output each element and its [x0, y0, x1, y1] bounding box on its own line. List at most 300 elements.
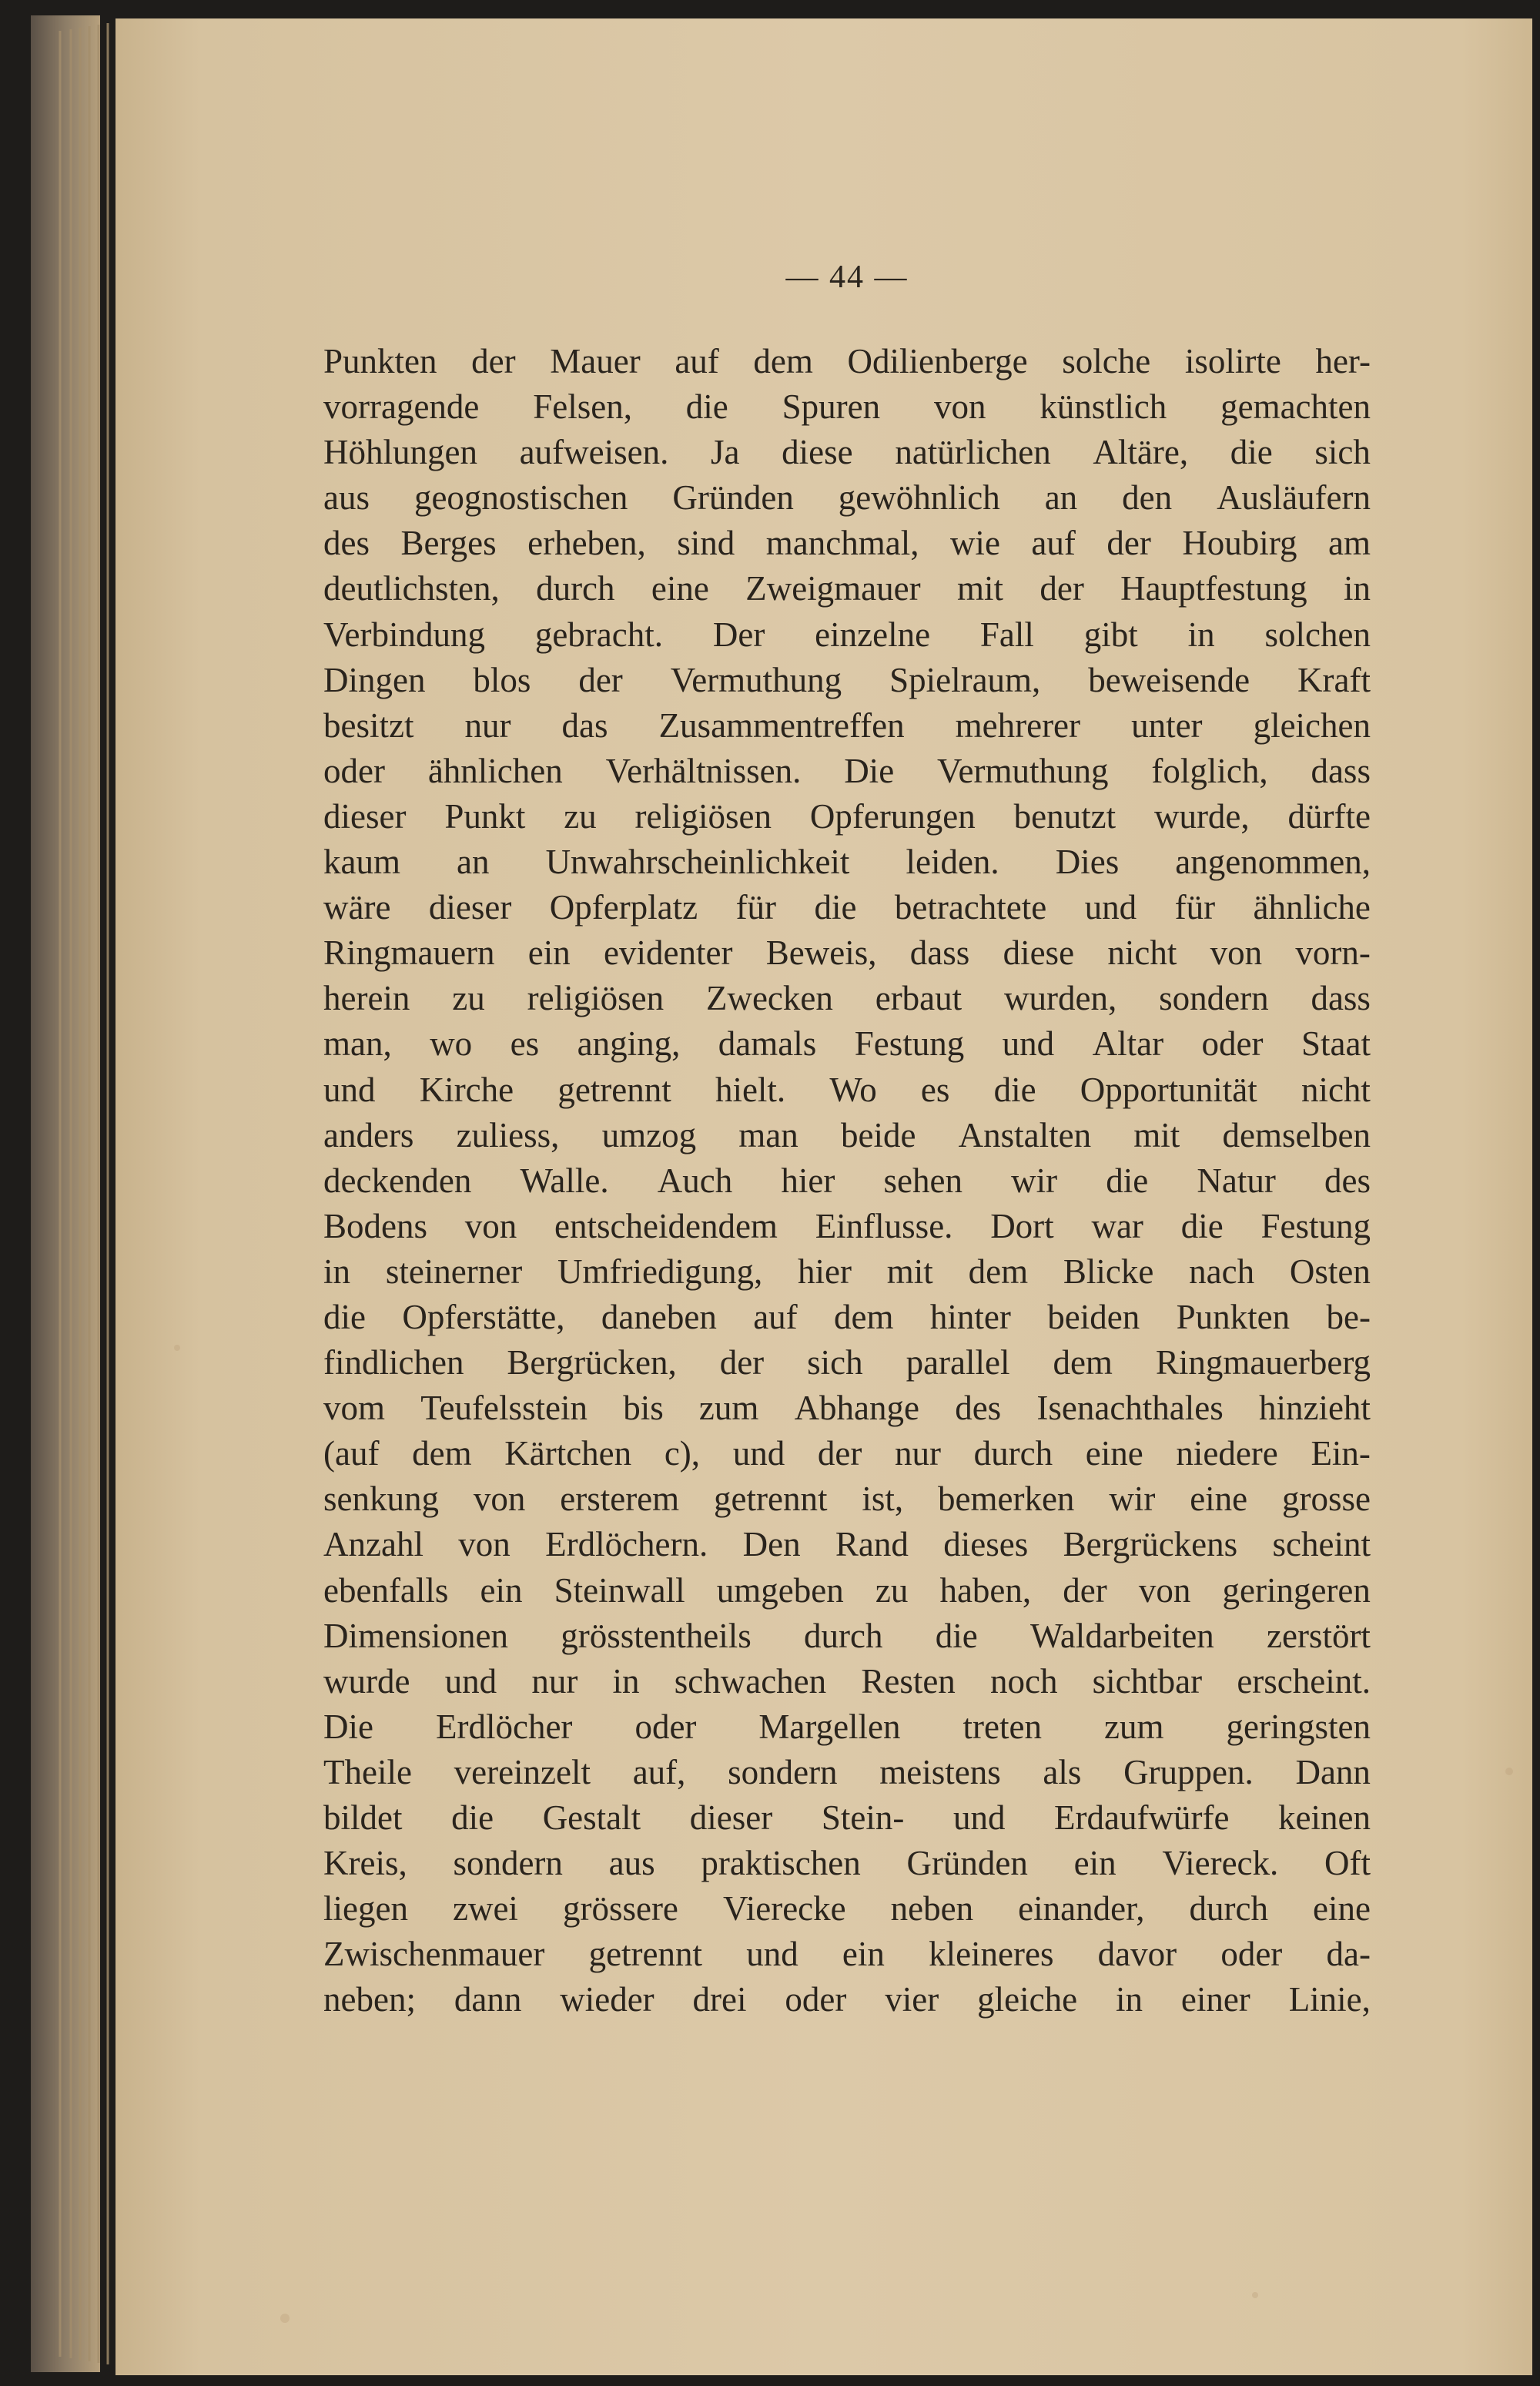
word: durch — [536, 569, 615, 608]
word: einer — [1180, 1980, 1250, 2019]
word: noch — [990, 1661, 1058, 1701]
word: auf — [753, 1297, 798, 1336]
word: oder — [323, 751, 385, 790]
word: diese — [782, 433, 853, 472]
word: Linie, — [1288, 1980, 1371, 2019]
word: oder — [1220, 1935, 1283, 1974]
word: getrennt — [557, 1070, 671, 1109]
word: der — [719, 1343, 765, 1382]
word: durch — [973, 1434, 1053, 1473]
word: zerstört — [1267, 1616, 1371, 1655]
word: für — [1174, 888, 1216, 927]
word: der — [1063, 1570, 1107, 1610]
word: evidenter — [604, 933, 733, 973]
word: steinerner — [385, 1252, 523, 1291]
word: wurden, — [1004, 979, 1117, 1018]
word: Wo — [829, 1070, 877, 1109]
word: von — [458, 1525, 511, 1564]
word: die — [1180, 1206, 1224, 1245]
word: Fall — [979, 615, 1034, 654]
word: Spielraum, — [889, 660, 1041, 699]
word: Rand — [835, 1525, 909, 1564]
word: es — [920, 1070, 950, 1109]
word: Kreis, — [323, 1844, 407, 1883]
text-line — [323, 1021, 1371, 1067]
word: hielt. — [715, 1070, 786, 1109]
word: erheben, — [527, 524, 646, 563]
word: war — [1091, 1206, 1143, 1245]
word: religiösen — [527, 979, 665, 1018]
word: entscheidendem — [554, 1206, 778, 1245]
text-line — [323, 1614, 1371, 1659]
word: Oft — [1324, 1844, 1371, 1883]
word: Natur — [1197, 1161, 1276, 1200]
word: ein — [842, 1935, 885, 1974]
word: zu — [875, 1570, 909, 1610]
word: Bergrücken, — [507, 1343, 677, 1382]
word: der — [1106, 524, 1151, 563]
word: religiösen — [634, 796, 772, 836]
word: sich — [807, 1343, 863, 1382]
word: Punkt — [444, 796, 526, 836]
word: nur — [894, 1434, 941, 1473]
word: am — [1327, 524, 1371, 563]
word: die — [993, 1070, 1036, 1109]
text-line — [323, 384, 1371, 430]
word: oder — [634, 1707, 697, 1746]
word: vom — [323, 1389, 386, 1428]
word: solchen — [1264, 615, 1371, 654]
word: oder — [1201, 1024, 1264, 1064]
word: manchmal, — [765, 524, 919, 563]
word: Umfriedigung, — [557, 1252, 763, 1291]
word: gleichen — [1253, 705, 1371, 745]
text-line — [323, 658, 1371, 703]
word: da- — [1326, 1935, 1371, 1974]
word: Opferplatz — [549, 888, 698, 927]
word: be- — [1326, 1297, 1371, 1336]
word: eine — [1313, 1889, 1371, 1929]
word: man, — [323, 1024, 392, 1064]
text-line — [323, 1476, 1371, 1522]
word: aufweisen. — [519, 433, 669, 472]
word: und — [732, 1434, 785, 1473]
word: c), — [664, 1434, 701, 1473]
word: findlichen — [323, 1343, 464, 1382]
word: kleineres — [929, 1935, 1054, 1974]
word: an — [457, 843, 490, 882]
word: keinen — [1278, 1798, 1371, 1837]
word: Festung — [1260, 1206, 1371, 1245]
word: Kirche — [419, 1070, 514, 1109]
word: der — [578, 660, 623, 699]
word: Auch — [657, 1161, 733, 1200]
word: ein — [527, 933, 571, 973]
word: Ringmauern — [323, 933, 495, 973]
word: Einflusse. — [815, 1206, 953, 1245]
word: von — [464, 1206, 517, 1245]
word: die — [1230, 433, 1273, 472]
word: Gründen — [672, 478, 794, 518]
word: Zwecken — [705, 979, 833, 1018]
word: leiden. — [906, 843, 999, 882]
word: sich — [1314, 433, 1371, 472]
word: ähnliche — [1253, 888, 1371, 927]
text-line — [323, 612, 1371, 658]
word: Ringmauerberg — [1155, 1343, 1371, 1382]
word: die — [1106, 1161, 1149, 1200]
word: kaum — [323, 843, 400, 882]
word: eine — [1085, 1434, 1143, 1473]
word: Punkten — [323, 342, 437, 380]
word: dem — [1053, 1343, 1113, 1382]
word: Die — [323, 1707, 373, 1746]
word: senkung — [323, 1480, 439, 1519]
word: her- — [1315, 342, 1371, 380]
word: Blicke — [1063, 1252, 1154, 1291]
word: Spuren — [782, 387, 881, 427]
word: bildet — [323, 1798, 403, 1837]
word: betrachtete — [894, 888, 1047, 927]
word: Gründen — [906, 1844, 1028, 1883]
word: in — [612, 1661, 640, 1701]
word: isolirte — [1184, 342, 1281, 380]
word: zum — [698, 1389, 759, 1428]
word: wie — [949, 524, 1000, 563]
word: Erdaufwürfe — [1054, 1798, 1230, 1837]
word: und — [1002, 1024, 1055, 1064]
word: haben, — [939, 1570, 1032, 1610]
word: als — [1043, 1752, 1082, 1791]
word: vereinzelt — [454, 1752, 591, 1791]
text-line — [323, 566, 1371, 612]
word: der — [817, 1434, 862, 1473]
word: dürfte — [1287, 796, 1371, 836]
word: mehrerer — [955, 705, 1081, 745]
word: dem — [968, 1252, 1029, 1291]
word: natürlichen — [895, 433, 1051, 472]
text-line — [323, 1204, 1371, 1249]
word: gebracht. — [534, 615, 663, 654]
word: herein — [323, 979, 410, 1018]
page-number: — 44 — — [785, 260, 909, 295]
word: Festung — [854, 1024, 965, 1064]
word: mit — [1133, 1115, 1180, 1154]
word: des — [1324, 1161, 1371, 1200]
word: dieser — [428, 888, 512, 927]
word: erscheint. — [1237, 1661, 1371, 1701]
word: in — [323, 1252, 351, 1291]
word: Ausläufern — [1217, 478, 1371, 518]
word: Kraft — [1297, 660, 1371, 699]
word: Teufelsstein — [420, 1389, 588, 1428]
word: grosse — [1282, 1480, 1371, 1519]
word: Den — [742, 1525, 801, 1564]
word: demselben — [1222, 1115, 1371, 1154]
word: Dimensionen — [323, 1616, 508, 1655]
word: und — [1084, 888, 1137, 927]
text-line — [323, 1067, 1371, 1113]
word: Erdlöcher — [436, 1707, 573, 1746]
word: hinter — [929, 1297, 1011, 1336]
word: Der — [712, 615, 765, 654]
word: des — [323, 524, 370, 563]
text-line — [323, 1340, 1371, 1386]
word: für — [735, 888, 777, 927]
body-text — [323, 339, 1371, 2022]
text-line — [323, 1568, 1371, 1614]
word: von — [473, 1480, 526, 1519]
word: wurde — [323, 1661, 410, 1701]
word: hier — [781, 1161, 835, 1200]
word: in — [1343, 569, 1371, 608]
word: deutlichsten, — [323, 569, 500, 608]
word: Unwahrscheinlichkeit — [545, 843, 850, 882]
word: solche — [1062, 342, 1151, 380]
word: Dies — [1055, 843, 1120, 882]
word: Ja — [711, 433, 740, 472]
word: Beweis, — [765, 933, 877, 973]
word: Verbindung — [323, 615, 485, 654]
text-line — [323, 339, 1371, 384]
word: Kärtchen — [504, 1434, 632, 1473]
word: Berges — [400, 524, 497, 563]
word: nicht — [1107, 933, 1177, 973]
word: gleiche — [977, 1980, 1078, 2019]
word: wurde, — [1153, 796, 1250, 836]
word: dieser — [323, 796, 407, 836]
text-line — [323, 1295, 1371, 1340]
word: gibt — [1083, 615, 1138, 654]
word: der — [471, 342, 516, 380]
word: und — [746, 1935, 798, 1974]
word: von — [1210, 933, 1263, 973]
word: des — [955, 1389, 1002, 1428]
word: ein — [480, 1570, 523, 1610]
word: Resten — [861, 1661, 956, 1701]
text-line — [323, 1249, 1371, 1295]
word: Opportunität — [1080, 1070, 1257, 1109]
word: liegen — [323, 1889, 408, 1929]
word: Verhältnissen. — [605, 751, 802, 790]
word: anging, — [577, 1024, 681, 1064]
word: eine — [651, 569, 709, 608]
word: getrennt — [714, 1480, 828, 1519]
word: Opferstätte, — [402, 1297, 565, 1336]
word: die — [935, 1616, 978, 1655]
word: Dingen — [323, 660, 426, 699]
word: einzelne — [815, 615, 931, 654]
word: sondern — [728, 1752, 838, 1791]
word: geringeren — [1222, 1570, 1371, 1610]
word: treten — [962, 1707, 1042, 1746]
word: meistens — [879, 1752, 1001, 1791]
word: Vermuthung — [670, 660, 842, 699]
text-line — [323, 1977, 1371, 2022]
word: in — [1187, 615, 1215, 654]
word: schwachen — [674, 1661, 827, 1701]
word: Dann — [1295, 1752, 1371, 1791]
word: nur — [464, 705, 511, 745]
text-line — [323, 1886, 1371, 1932]
text-line — [323, 703, 1371, 749]
word: Osten — [1289, 1252, 1371, 1291]
word: Die — [844, 751, 895, 790]
word: zwei — [452, 1889, 518, 1929]
word: dass — [1311, 979, 1371, 1018]
word: wo — [430, 1024, 473, 1064]
text-line — [323, 1841, 1371, 1886]
text-line — [323, 1750, 1371, 1795]
word: das — [561, 705, 608, 745]
word: dieses — [943, 1525, 1029, 1564]
word: dem — [412, 1434, 472, 1473]
word: Margellen — [758, 1707, 901, 1746]
word: neben; — [323, 1980, 416, 2019]
word: gewöhnlich — [838, 478, 1000, 518]
word: man — [738, 1115, 798, 1154]
word: besitzt — [323, 705, 414, 745]
word: wir — [1109, 1480, 1156, 1519]
word: und — [323, 1070, 376, 1109]
word: folglich, — [1151, 751, 1268, 790]
word: benutzt — [1013, 796, 1116, 836]
word: durch — [1189, 1889, 1269, 1929]
word: Stein- — [821, 1798, 905, 1837]
word: der — [1040, 569, 1084, 608]
word: von — [1138, 1570, 1191, 1610]
word: vorn- — [1295, 933, 1371, 973]
word: hier — [798, 1252, 852, 1291]
word: Mauer — [550, 342, 641, 380]
word: Hauptfestung — [1120, 569, 1307, 608]
word: Vierecke — [722, 1889, 846, 1929]
word: Höhlungen — [323, 433, 477, 472]
word: Steinwall — [554, 1570, 685, 1610]
word: gemachten — [1220, 387, 1371, 427]
text-line — [323, 839, 1371, 885]
word: oder — [785, 1980, 847, 2019]
word: nach — [1189, 1252, 1255, 1291]
word: zu — [452, 979, 485, 1018]
word: die — [685, 387, 728, 427]
word: aus — [323, 478, 370, 518]
word: sondern — [453, 1844, 563, 1883]
word: deckenden — [323, 1161, 472, 1200]
word: durch — [803, 1616, 883, 1655]
word: umgeben — [716, 1570, 844, 1610]
word: Punkten — [1176, 1297, 1291, 1336]
word: die — [323, 1297, 366, 1336]
word: Gruppen. — [1123, 1752, 1254, 1791]
word: Viereck. — [1162, 1844, 1279, 1883]
word: Odilienberge — [847, 342, 1028, 380]
word: Bergrückens — [1063, 1525, 1238, 1564]
word: ebenfalls — [323, 1570, 449, 1610]
word: nicht — [1301, 1070, 1371, 1109]
text-line — [323, 1113, 1371, 1158]
word: diese — [1003, 933, 1075, 973]
word: neben — [890, 1889, 974, 1929]
word: ähnlichen — [427, 751, 563, 790]
word: zuliess, — [456, 1115, 560, 1154]
word: bemerken — [938, 1480, 1075, 1519]
word: parallel — [906, 1343, 1010, 1382]
text-line — [323, 475, 1371, 521]
word: Anzahl — [323, 1525, 424, 1564]
word: Opferungen — [809, 796, 976, 836]
word: damals — [718, 1024, 817, 1064]
word: es — [510, 1024, 540, 1064]
word: Ein- — [1311, 1434, 1371, 1473]
word: bis — [623, 1389, 664, 1428]
word: eine — [1190, 1480, 1248, 1519]
word: von — [933, 387, 986, 427]
word: wir — [1011, 1161, 1058, 1200]
word: unter — [1131, 705, 1203, 745]
word: grösstentheils — [561, 1616, 752, 1655]
word: blos — [473, 660, 531, 699]
word: Anstalten — [958, 1115, 1092, 1154]
word: zu — [564, 796, 597, 836]
word: Erdlöchern. — [545, 1525, 708, 1564]
text-line — [323, 885, 1371, 930]
word: zum — [1104, 1707, 1164, 1746]
word: vorragende — [323, 387, 480, 427]
word: Theile — [323, 1752, 412, 1791]
word: dass — [1311, 751, 1371, 790]
word: anders — [323, 1115, 414, 1154]
text-line — [323, 1795, 1371, 1841]
word: Gestalt — [542, 1798, 641, 1837]
word: Houbirg — [1182, 524, 1297, 563]
word: dieser — [689, 1798, 773, 1837]
text-line — [323, 930, 1371, 976]
word: auf — [1031, 524, 1076, 563]
word: wieder — [560, 1980, 654, 2019]
word: Altar — [1092, 1024, 1164, 1064]
word: in — [1115, 1980, 1143, 2019]
word: grössere — [562, 1889, 678, 1929]
text-line — [323, 749, 1371, 794]
word: geognostischen — [413, 478, 628, 518]
word: davor — [1097, 1935, 1177, 1974]
word: dann — [454, 1980, 522, 2019]
text-line — [323, 1659, 1371, 1704]
word: angenommen, — [1175, 843, 1371, 882]
text-line — [323, 1158, 1371, 1204]
text-line — [323, 1522, 1371, 1567]
word: Felsen, — [533, 387, 632, 427]
word: sind — [677, 524, 735, 563]
word: Isenachthales — [1036, 1389, 1224, 1428]
word: auf — [675, 342, 719, 380]
word: scheint — [1272, 1525, 1371, 1564]
word: hinzieht — [1258, 1389, 1371, 1428]
word: beiden — [1047, 1297, 1140, 1336]
word: Dort — [990, 1206, 1054, 1245]
text-line — [323, 430, 1371, 475]
word: sondern — [1159, 979, 1269, 1018]
word: Vermuthung — [937, 751, 1109, 790]
word: drei — [692, 1980, 747, 2019]
word: die — [451, 1798, 494, 1837]
word: beweisende — [1088, 660, 1250, 699]
word: dem — [834, 1297, 894, 1336]
word: an — [1044, 478, 1078, 518]
word: Staat — [1301, 1024, 1371, 1064]
word: ein — [1073, 1844, 1116, 1883]
